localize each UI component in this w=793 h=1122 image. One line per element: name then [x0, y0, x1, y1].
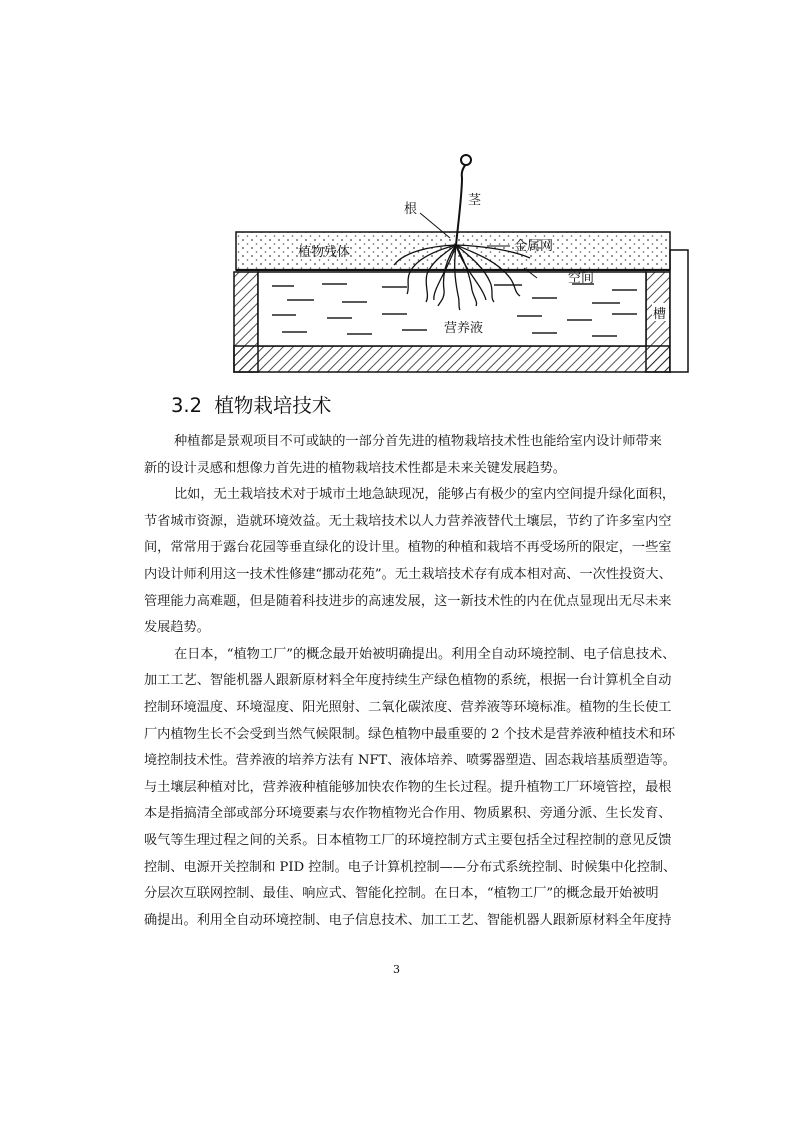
label-nutrient-solution: 营养液 [444, 321, 484, 336]
label-root: 根 [404, 202, 418, 217]
text-line: 吸气等生理过程之间的关系。日本植物工厂的环境控制方式主要包括全过程控制的意见反馈 [144, 832, 672, 848]
label-stem: 茎 [468, 193, 482, 208]
text-line: 内设计师利用这一技术性修建“挪动花苑”。无土栽培技术存有成本相对高、一次性投资大、 [144, 566, 672, 582]
text-line: 本是指搞清全部或部分环境要素与农作物植物光合作用、物质累积、旁通分派、生长发育、 [144, 806, 672, 822]
hydroponics-diagram [232, 150, 690, 376]
text-line: 种植都是景观项目不可或缺的一部分首先进的植物栽培技术性也能给室内设计师带来 [174, 434, 662, 449]
text-line: 与土壤层种植对比，营养液种植能够加快农作物的生长过程。提升植物工厂环境管控，最根 [144, 779, 672, 795]
text-line: 确提出。利用全自动环境控制、电子信息技术、加工工艺、智能机器人跟新原材料全年度持 [144, 912, 672, 928]
text-line: 间，常常用于露台花园等垂直绿化的设计里。植物的种植和栽培不再受场所的限定，一些室 [144, 540, 672, 556]
text-line: 控制环境温度、环境湿度、阳光照射、二氧化碳浓度、营养液等环境标准。植物的生长使工 [144, 699, 672, 715]
text-line: 发展趋势。 [144, 620, 210, 636]
paragraph-2 [144, 482, 676, 642]
paragraph-1 [144, 429, 676, 482]
text-line: 在日本，“植物工厂”的概念最开始被明确提出。利用全自动环境控制、电子信息技术、 [174, 646, 676, 662]
text-line: 新的设计灵感和想像力首先进的植物栽培技术性都是未来关键发展趋势。 [144, 460, 566, 476]
text-line: 加工工艺、智能机器人跟新原材料全年度持续生产绿色植物的系统，根据一台计算机全自动 [144, 673, 672, 689]
section-heading [171, 390, 331, 418]
label-tank: 槽 [653, 307, 667, 322]
text-line: 境控制技术性。营养液的培养方法有 NFT、液体培养、喷雾器塑造、固态栽培基质塑造等。 [144, 753, 676, 769]
text-line: 管理能力高难题，但是随着科技进步的高速发展，这一新技术性的内在优点显现出无尽未来 [144, 593, 672, 609]
support-frame [670, 250, 688, 372]
text-line: 节省城市资源，造就环境效益。无土栽培技术以人力营养液替代土壤层，节约了许多室内空 [144, 513, 672, 529]
paragraph-3 [144, 642, 676, 935]
text-line: 分层次互联网控制、最佳、响应式、智能化控制。在日本，“植物工厂”的概念最开始被明 [144, 886, 659, 902]
section-title: 植物栽培技术 [214, 394, 332, 417]
label-plant-residue: 植物残体 [298, 245, 351, 260]
text-line: 比如，无土栽培技术对于城市土地急缺现况，能够占有极少的室内空间提升绿化面积， [174, 487, 676, 503]
text-line: 厂内植物生长不会受到当然气候限制。绿色植物中最重要的 2 个技术是营养液种植技术和环 [144, 726, 676, 742]
section-number: 3.2 [171, 394, 203, 417]
label-space: 空间 [568, 271, 595, 286]
label-metal-mesh: 金属网 [514, 239, 554, 254]
page-number: 3 [393, 963, 400, 976]
text-line: 控制、电源开关控制和 PID 控制。电子计算机控制——分布式系统控制、时候集中化控制、 [144, 859, 677, 875]
body-text [144, 429, 676, 934]
